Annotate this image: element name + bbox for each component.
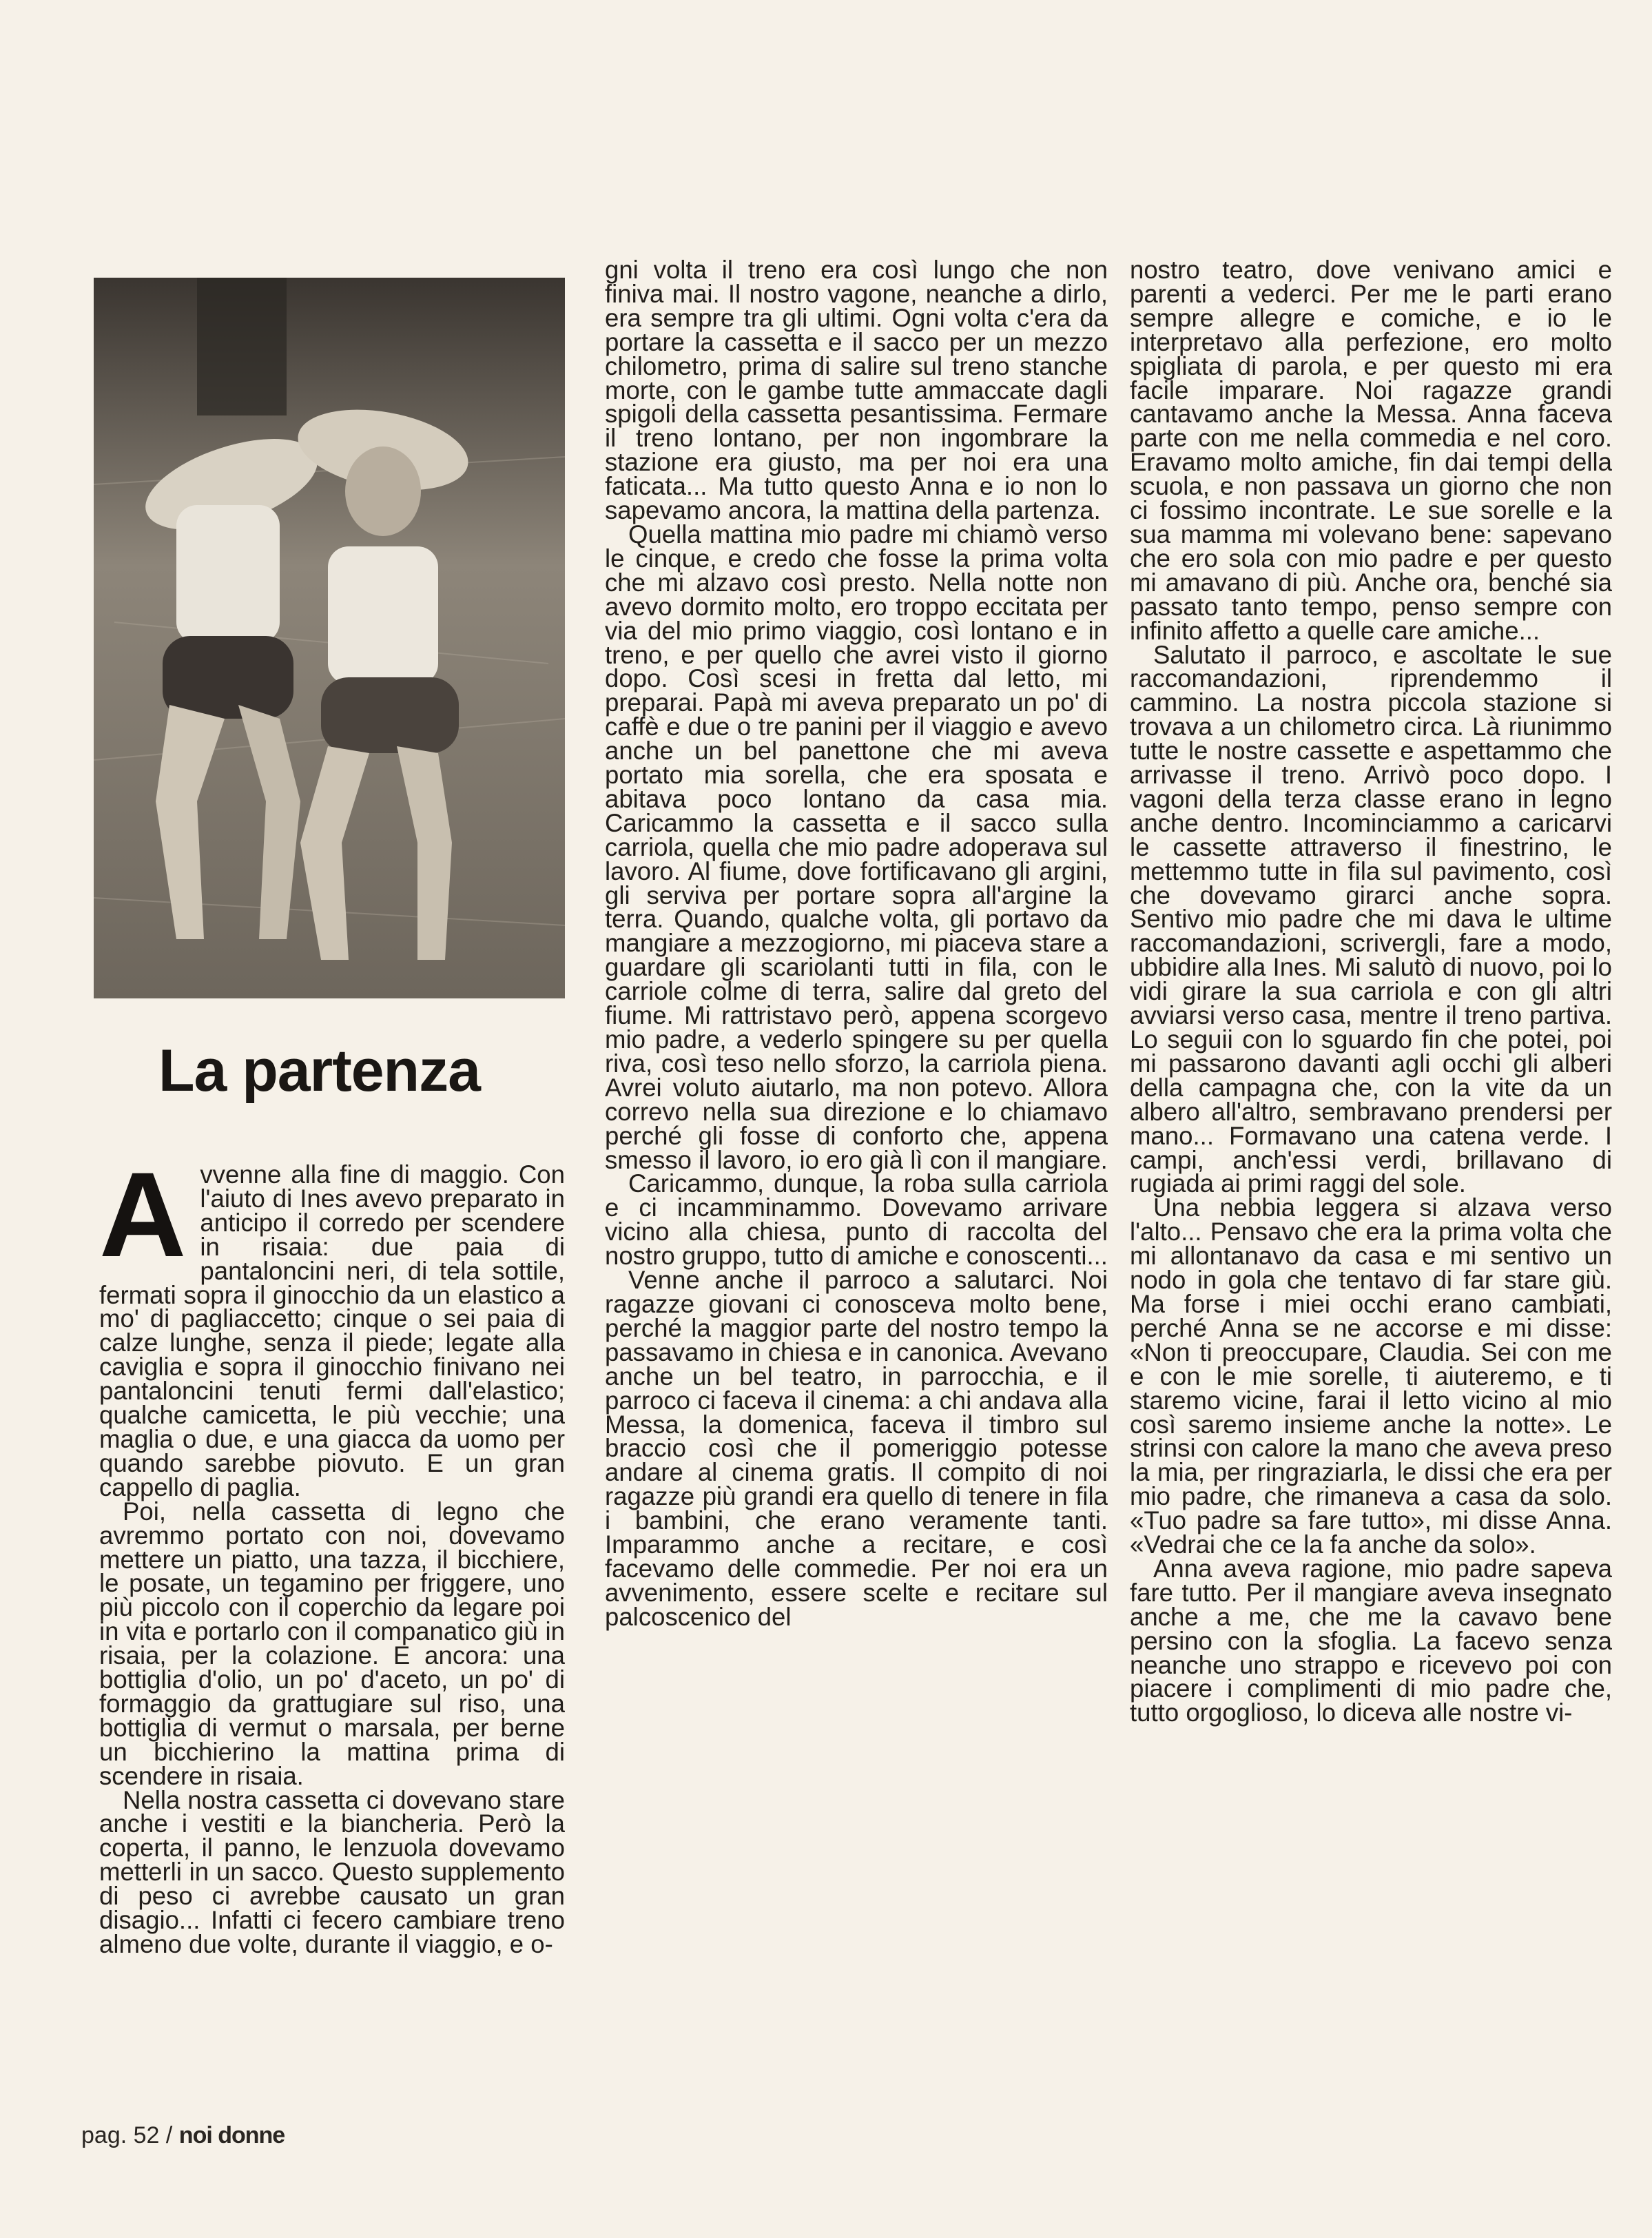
paragraph: Salutato il parroco, e ascoltate le sue raccomandazioni, riprendemmo il cammino. La nostra piccola stazione si trovava a un chilometro circa. Là riunimmo tutte le nostre cassette e aspettammo che arrivasse il treno. Arrivò poco dopo. I vagoni della terza classe erano in legno anche dentro. Incominciammo a caricarvi le cassette attraverso il finestrino, le mettemmo tutte in fila sul pavimento, così che dovevamo girarci anche sopra. Sentivo mio padre che mi dava le ultime raccomandazioni, scrivergli, fare a modo, ubbidire alla Ines. Mi salutò di nuovo, poi lo vidi girare la sua carriola e con gli altri avviarsi verso casa, mentre il treno partiva. Lo seguii con lo sguardo fin che potei, poi mi passarono davanti agli occhi gli alberi della campagna che, con la vite da un albero all'altro, sembravano prendersi per mano... Formavano una catena verde. I campi, anch'essi verdi, brillavano di rugiada ai primi raggi del sole. bbox=[1130, 640, 1612, 1198]
paragraph: nostro teatro, dove venivano amici e parenti a vederci. Per me le parti erano sempre allegre e comiche, e io le interpretavo alla perfezione, ero molto spigliata di parola, e per questo mi era facile imparare. Noi ragazze grandi cantavamo anche la Messa. Anna faceva parte con me nella commedia e nel coro. Eravamo molto amiche, fin dai tempi della scuola, e non passava un giorno che non ci fossimo incontrate. Le sue sorelle e la sua mamma mi volevano bene: sapevano che ero sola con mio padre e per questo mi amavano di più. Anche ora, benché sia passato tanto tempo, penso sempre con infinito affetto a quelle care amiche... bbox=[1130, 256, 1612, 645]
page-footer bbox=[81, 2122, 285, 2149]
drop-cap: A bbox=[99, 1148, 187, 1282]
text-column-1 bbox=[99, 1148, 565, 1958]
text-column-3 bbox=[1130, 258, 1612, 1725]
paragraph: Nella nostra cassetta ci dovevano stare anche i vestiti e la biancheria. Però la coperta, il panno, le lenzuola dovevamo metterli in un sacco. Questo supplemento di peso ci avrebbe causato un gran disagio... Infatti ci fecero cambiare treno almeno due volte, durante il viaggio, e o- bbox=[99, 1785, 565, 1958]
article-photo bbox=[94, 278, 565, 998]
paragraph: Quella mattina mio padre mi chiamò verso le cinque, e credo che fosse la prima volta che mi alzavo così presto. Nella notte non avevo dormito molto, ero troppo eccitata per via del mio primo viaggio, così lontano e in treno, e per quello che avrei visto il giorno dopo. Così scesi in fretta dal letto, mi preparai. Papà mi aveva preparato un po' di caffè e due o tre panini per il viaggio e avevo anche un bel panettone che mi aveva portato mia sorella, che era sposata e abitava poco lontano da casa mia. Caricammo la cassetta e il sacco sulla carriola, quella che mio padre adoperava sul lavoro. Al fiume, dove fortificavano gli argini, gli serviva per portare sopra all'argine la terra. Quando, qualche volta, gli portavo da mangiare a mezzogiorno, mi piaceva stare a guardare gli scariolanti tutti in fila, con le carriole colme di terra, salire dal greto del fiume. Mi rattristavo però, appena scorgevo mio padre, a vederlo spingere su per quella riva, così teso nello sforzo, la carriola piena. Avrei voluto aiutarlo, ma non potevo. Allora correvo nella sua direzione e lo chiamavo perché gli fosse di conforto che, appena smesso il lavoro, io ero già lì con il mangiare. bbox=[605, 520, 1108, 1174]
paragraph: Anna aveva ragione, mio padre sapeva fare tutto. Per il mangiare aveva insegnato anche a me, che me la cavavo bene persino con la sfoglia. La facevo senza neanche uno strappo e ricevevo poi con piacere i complimenti di mio padre che, tutto orgoglioso, lo diceva alle nostre vi- bbox=[1130, 1554, 1612, 1727]
paragraph: Venne anche il parroco a salutarci. Noi ragazze giovani ci conosceva molto bene, perché la maggior parte del nostro tempo la passavamo in chiesa e in canonica. Avevano anche un bel teatro, in parrocchia, e il parroco ci faceva il cinema: a chi andava alla Messa, la domenica, faceva il timbro sul braccio così che il pomeriggio potesse andare al cinema gratis. Il compito di noi ragazze più grandi era quello di tenere in fila i bambini, che erano veramente tanti. Imparammo anche a recitare, e così facevamo delle commedie. Per noi era un avvenimento, essere scelte e recitare sul palcoscenico del bbox=[605, 1266, 1108, 1631]
paragraph: Caricammo, dunque, la roba sulla carriola e ci incamminammo. Dovevamo arrivare vicino alla chiesa, punto di raccolta del nostro gruppo, tutto di amiche e conoscenti... bbox=[605, 1169, 1108, 1271]
paragraph: Una nebbia leggera si alzava verso l'alto... Pensavo che era la prima volta che mi allontanavo da casa e mi sentivo un nodo in gola che tentavo di far stare giù. Ma forse i miei occhi erano cambiati, perché Anna se ne accorse e mi disse: «Non ti preoccupare, Claudia. Sei con me e con le mie sorelle, ti aiuteremo, e ti staremo vicine, farai il letto vicino al mio così saremo insieme anche la notte». Le strinsi con calore la mano che aveva preso la mia, per ringraziarla, le dissi che era per mio padre, che rimaneva a casa da solo. «Tuo padre sa fare tutto», mi disse Anna. «Vedrai che ce la fa anche da solo». bbox=[1130, 1193, 1612, 1559]
page-number: pag. 52 / bbox=[81, 2122, 173, 2148]
text-column-2 bbox=[605, 258, 1108, 1630]
magazine-name: noi donne bbox=[178, 2122, 285, 2148]
photo-illustration bbox=[94, 278, 565, 998]
paragraph: gni volta il treno era così lungo che non finiva mai. Il nostro vagone, neanche a dirlo, era sempre tra gli ultimi. Ogni volta c'era da portare la cassetta e il sacco per un mezzo chilometro, prima di salire sul treno stanche morte, con le gambe tutte ammaccate dagli spigoli della cassetta pesantissima. Fermare il treno lontano, per non ingombrare la stazione era giusto, ma per noi era una faticata... Ma tutto questo Anna e io non lo sapevamo ancora, la mattina della partenza. bbox=[605, 256, 1108, 525]
paragraph: Avvenne alla fine di maggio. Con l'aiuto di Ines avevo preparato in anticipo il corredo per scendere in risaia: due paia di pantaloncini neri, di tela sottile, fermati sopra il ginocchio da un elastico a mo' di pagliaccetto; cinque o sei paia di calze lunghe, senza il piede; legate alla caviglia e sopra il ginocchio finivano nei pantaloncini tenuti fermi dall'elastico; qualche camicetta, le più vecchie; una maglia o due, e una giacca da uomo per quando sarebbe piovuto. E un gran cappello di paglia. bbox=[99, 1148, 565, 1501]
paragraph: Poi, nella cassetta di legno che avremmo portato con noi, dovevamo mettere un piatto, una tazza, il bicchiere, le posate, un tegamino per friggere, uno più piccolo con il coperchio da legare poi in vita e portarlo con il companatico giù in risaia, per la colazione. E ancora: una bottiglia d'olio, un po' d'aceto, un po' di formaggio da grattugiare sul riso, una bottiglia di vermut o marsala, per berne un bicchierino la mattina prima di scendere in risaia. bbox=[99, 1497, 565, 1790]
article-title: La partenza bbox=[158, 1038, 480, 1104]
